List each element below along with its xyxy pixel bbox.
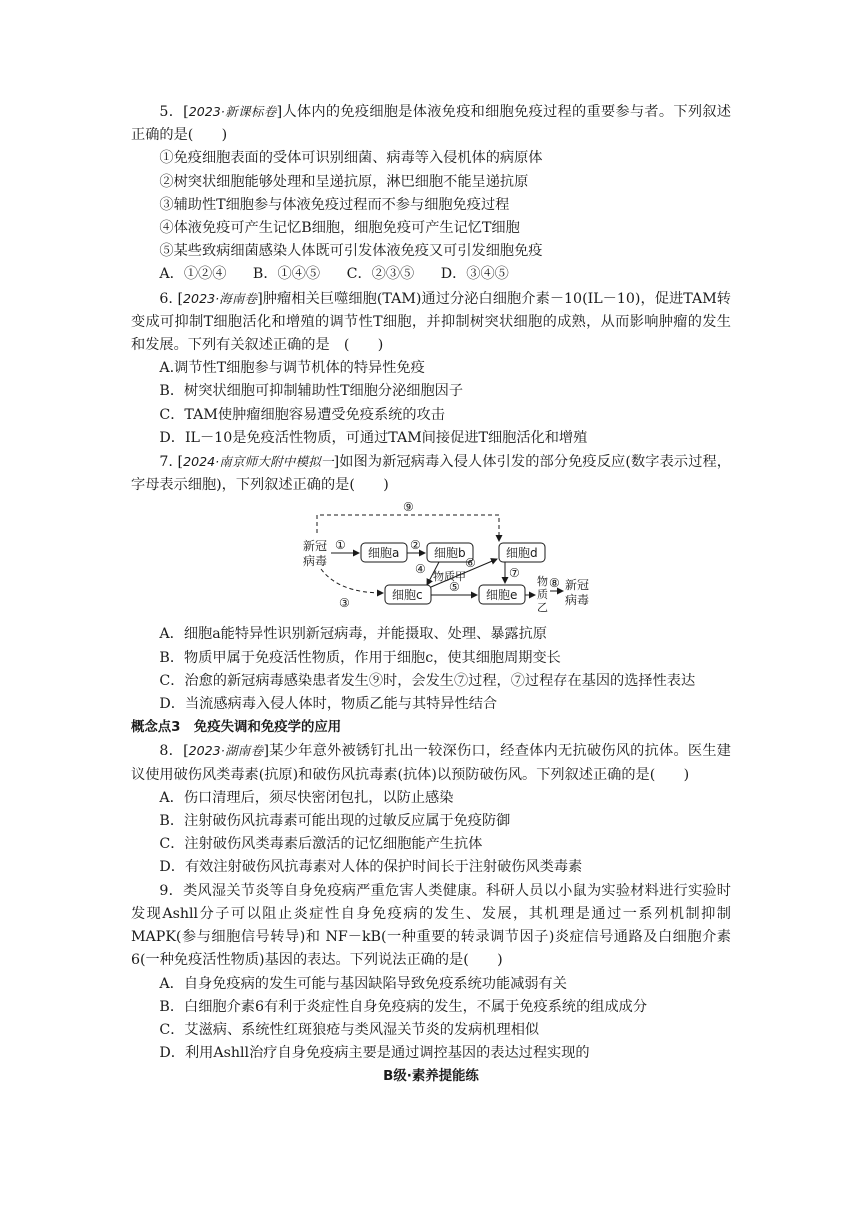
virus-out-label-2: 病毒 — [565, 593, 590, 608]
substance-yi-1: 物 — [537, 575, 548, 589]
q5-options — [131, 263, 731, 286]
path-3-arrow — [321, 569, 383, 593]
q5-item-4: ④体液免疫可产生记忆B细胞，细胞免疫可产生记忆T细胞 — [159, 220, 520, 237]
q9-stem: 9．类风湿关节炎等自身免疫病严重危害人类健康。科研人员以小鼠为实验材料进行实验时发现Ashll分子可以阻止炎症性自身免疫病的发生、发展，其机理是通过一系列机制抑制 MAPK(参与细胞信号转导)和 NF－kB(一种重要的转录调节因子)炎症信号通路及白细胞介素6(一种免疫活性物质)基因的表达。下列说法正确的是( ) — [131, 882, 731, 969]
q5-option-b: B．①④⑤ — [252, 266, 321, 283]
step-7-label: ⑦ — [509, 566, 520, 581]
q9-option-c: C．艾滋病、系统性红斑狼疮与类风湿关节炎的发病机理相似 — [159, 1021, 540, 1038]
q7-option-b: B．物质甲属于免疫活性物质，作用于细胞c，使其细胞周期变长 — [159, 649, 561, 666]
q6-option-c: C．TAM使肿瘤细胞容易遭受免疫系统的攻击 — [159, 406, 445, 423]
step-8-label: ⑧ — [549, 576, 560, 591]
question-page — [131, 100, 731, 1089]
q9-option-a: A．自身免疫病的发生可能与基因缺陷导致免疫系统功能减弱有关 — [159, 975, 567, 992]
q8-option-c: C．注射破伤风类毒素后激活的记忆细胞能产生抗体 — [159, 836, 483, 853]
q6-option-d: D．IL－10是免疫活性物质，可通过TAM间接促进T细胞活化和增殖 — [159, 429, 588, 446]
substance-jia-label: 物质甲 — [433, 570, 466, 584]
q6-option-a: A.调节性T细胞参与调节机体的特异性免疫 — [159, 360, 425, 377]
step-9-label: ⑨ — [403, 501, 414, 515]
q5-stem: 5．[2023·新课标卷]人体内的免疫细胞是体液免疫和细胞免疫过程的重要参与者。下列叙述正确的是( ) — [131, 104, 731, 144]
q8-option-d: D．有效注射破伤风抗毒素对人体的保护时间长于注射破伤风类毒素 — [159, 859, 583, 876]
step-4-label: ④ — [415, 562, 426, 577]
step-5-label: ⑤ — [449, 580, 460, 595]
q8-stem: 8．[2023·湖南卷]某少年意外被锈钉扎出一较深伤口，经查体内无抗破伤风的抗体。医生建议使用破伤风类毒素(抗原)和破伤风抗毒素(抗体)以预防破伤风。下列叙述正确的是( ) — [131, 743, 731, 783]
q5-item-3: ③辅助性T细胞参与体液免疫过程而不参与细胞免疫过程 — [159, 196, 510, 213]
step-6-label: ⑥ — [465, 556, 476, 571]
section-heading: 概念点3 免疫失调和免疫学的应用 — [131, 720, 342, 736]
q8-option-b: B．注射破伤风抗毒素可能出现的过敏反应属于免疫防御 — [159, 813, 511, 830]
step-2-label: ② — [410, 538, 421, 553]
substance-yi-3: 乙 — [537, 601, 548, 615]
q6-option-b: B．树突状细胞可抑制辅助性T细胞分泌细胞因子 — [159, 383, 464, 400]
virus-in-label-1: 新冠 — [303, 539, 328, 554]
q8-option-a: A．伤口清理后，须尽快密闭包扎，以防止感染 — [159, 789, 454, 806]
step-3-label: ③ — [339, 596, 350, 611]
immune-diagram-svg — [299, 501, 599, 617]
q6-stem: 6. [2023·海南卷]肿瘤相关巨噬细胞(TAM)通过分泌白细胞介素－10(IL－10)，促进TAM转变成可抑制T细胞活化和增殖的调节性T细胞，并抑制树突状细胞的成熟，从而影响肿瘤的发生和发展。下列有关叙述正确的是 ( ) — [131, 290, 731, 354]
cell-a-label: 细胞a — [368, 546, 400, 561]
q9-option-d: D．利用Ashll治疗自身免疫病主要是通过调控基因的表达过程实现的 — [159, 1045, 590, 1062]
cell-e-label: 细胞e — [486, 588, 518, 603]
q7-option-c: C．治愈的新冠病毒感染患者发生⑨时，会发生⑦过程，⑦过程存在基因的选择性表达 — [159, 672, 696, 689]
q9-option-b: B．白细胞介素6有利于炎症性自身免疫病的发生，不属于免疫系统的组成成分 — [159, 998, 648, 1015]
cell-d-label: 细胞d — [506, 546, 538, 561]
immune-response-diagram — [131, 501, 731, 617]
grade-heading: B级·素养提能练 — [383, 1069, 479, 1085]
virus-out-label-1: 新冠 — [565, 578, 590, 593]
cell-b-label: 细胞b — [434, 546, 466, 561]
q7-stem: 7. [2024·南京师大附中模拟一]如图为新冠病毒入侵人体引发的部分免疫反应(数字表示过程，字母表示细胞)，下列叙述正确的是( ) — [131, 454, 731, 494]
q5-option-d: D．③④⑤ — [440, 266, 509, 283]
cell-c-label: 细胞c — [392, 588, 423, 603]
q5-item-2: ②树突状细胞能够处理和呈递抗原，淋巴细胞不能呈递抗原 — [159, 173, 529, 190]
q7-option-a: A．细胞a能特异性识别新冠病毒，并能摄取、处理、暴露抗原 — [159, 626, 547, 643]
step-1-label: ① — [335, 538, 346, 553]
substance-yi-2: 质 — [537, 588, 548, 602]
virus-in-label-2: 病毒 — [303, 554, 328, 569]
q5-option-a: A．①②④ — [159, 266, 227, 283]
q5-option-c: C．②③⑤ — [346, 266, 415, 283]
q5-item-1: ①免疫细胞表面的受体可识别细菌、病毒等入侵机体的病原体 — [159, 150, 543, 167]
q7-option-d: D．当流感病毒入侵人体时，物质乙能与其特异性结合 — [159, 696, 498, 713]
q5-item-5: ⑤某些致病细菌感染人体既可引发体液免疫又可引发细胞免疫 — [159, 243, 543, 260]
